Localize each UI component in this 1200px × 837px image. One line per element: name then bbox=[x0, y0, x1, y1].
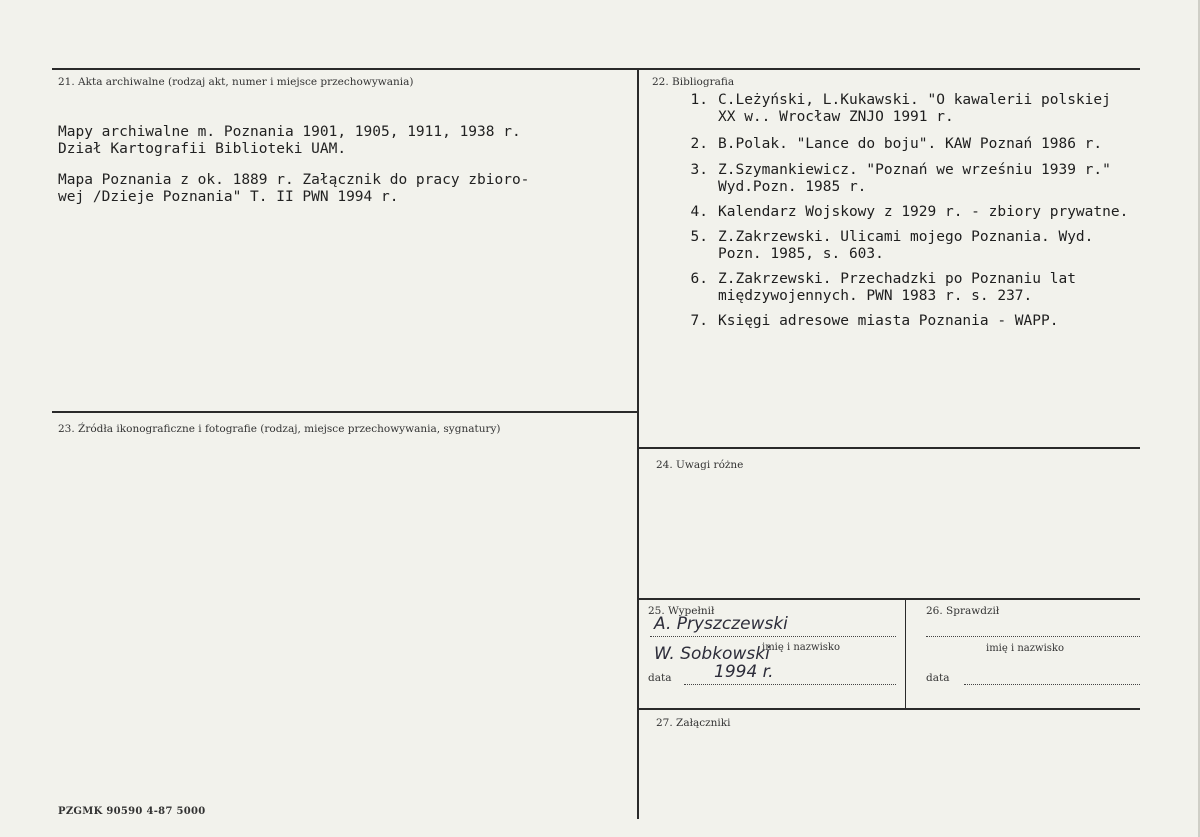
divider-25-26 bbox=[905, 599, 906, 709]
section-21-line-3: Mapa Poznania z ok. 1889 r. Załącznik do pracy zbioro- bbox=[58, 172, 530, 188]
bib-number: 7. bbox=[690, 313, 708, 329]
section-26-label: 26. Sprawdził bbox=[926, 605, 1000, 617]
bib-line: międzywojennych. PWN 1983 r. s. 237. bbox=[718, 288, 1033, 304]
bib-line: Z.Szymankiewicz. "Poznań we wrześniu 1939 r." bbox=[718, 162, 1111, 178]
section-27-label: 27. Załączniki bbox=[656, 717, 731, 729]
bib-line: Księgi adresowe miasta Poznania - WAPP. bbox=[718, 313, 1059, 329]
bib-line: C.Leżyński, L.Kukawski. "O kawalerii polskiej bbox=[718, 92, 1111, 108]
signature-name-2: W. Sobkowski bbox=[654, 644, 770, 664]
section-26-name-line bbox=[926, 636, 1140, 637]
bib-line: Kalendarz Wojskowy z 1929 r. - zbiory prywatne. bbox=[718, 204, 1129, 220]
bib-line: XX w.. Wrocław ZNJO 1991 r. bbox=[718, 109, 954, 125]
bibliography-list bbox=[668, 92, 1178, 342]
section-21-line-4: wej /Dzieje Poznania" T. II PWN 1994 r. bbox=[58, 189, 399, 205]
section-26-date-label: data bbox=[926, 672, 950, 684]
section-26-name-label: imię i nazwisko bbox=[986, 643, 1064, 654]
section-24-label: 24. Uwagi różne bbox=[656, 459, 744, 471]
section-23-label: 23. Źródła ikonograficzne i fotografie (rodzaj, miejsce przechowywania, sygnatury) bbox=[58, 423, 501, 435]
print-code: PZGMK 90590 4-87 5000 bbox=[58, 806, 206, 817]
section-25-name-line bbox=[650, 636, 896, 637]
bib-number: 4. bbox=[690, 204, 708, 220]
bib-number: 5. bbox=[690, 229, 708, 245]
signature-date: 1994 r. bbox=[714, 662, 774, 682]
section-21-line-1: Mapy archiwalne m. Poznania 1901, 1905, 1911, 1938 r. bbox=[58, 124, 521, 140]
rule-24-25 bbox=[639, 598, 1140, 600]
top-rule bbox=[52, 68, 1140, 70]
section-21-line-2: Dział Kartografii Biblioteki UAM. bbox=[58, 141, 347, 157]
center-divider bbox=[637, 69, 639, 819]
section-26-date-line bbox=[964, 684, 1140, 685]
bib-line: Pozn. 1985, s. 603. bbox=[718, 246, 884, 262]
rule-22-24 bbox=[639, 447, 1140, 449]
section-25-date-label: data bbox=[648, 672, 672, 684]
signature-name-1: A. Pryszczewski bbox=[654, 614, 788, 634]
rule-25-27 bbox=[639, 708, 1140, 710]
bib-number: 3. bbox=[690, 162, 708, 178]
bib-number: 1. bbox=[690, 92, 708, 108]
bib-line: Z.Zakrzewski. Przechadzki po Poznaniu lat bbox=[718, 271, 1076, 287]
bib-line: Wyd.Pozn. 1985 r. bbox=[718, 179, 867, 195]
bib-line: Z.Zakrzewski. Ulicami mojego Poznania. Wyd. bbox=[718, 229, 1094, 245]
bib-number: 2. bbox=[690, 136, 708, 152]
section-25-name-label: imię i nazwisko bbox=[762, 642, 840, 653]
section-21-label: 21. Akta archiwalne (rodzaj akt, numer i miejsce przechowywania) bbox=[58, 76, 414, 88]
section-25-label: 25. Wypełnił bbox=[648, 605, 715, 617]
section-22-label: 22. Bibliografia bbox=[652, 76, 735, 88]
bib-number: 6. bbox=[690, 271, 708, 287]
bib-line: B.Polak. "Lance do boju". KAW Poznań 1986 r. bbox=[718, 136, 1103, 152]
rule-21-23 bbox=[52, 411, 638, 413]
section-25-date-line bbox=[684, 684, 896, 685]
